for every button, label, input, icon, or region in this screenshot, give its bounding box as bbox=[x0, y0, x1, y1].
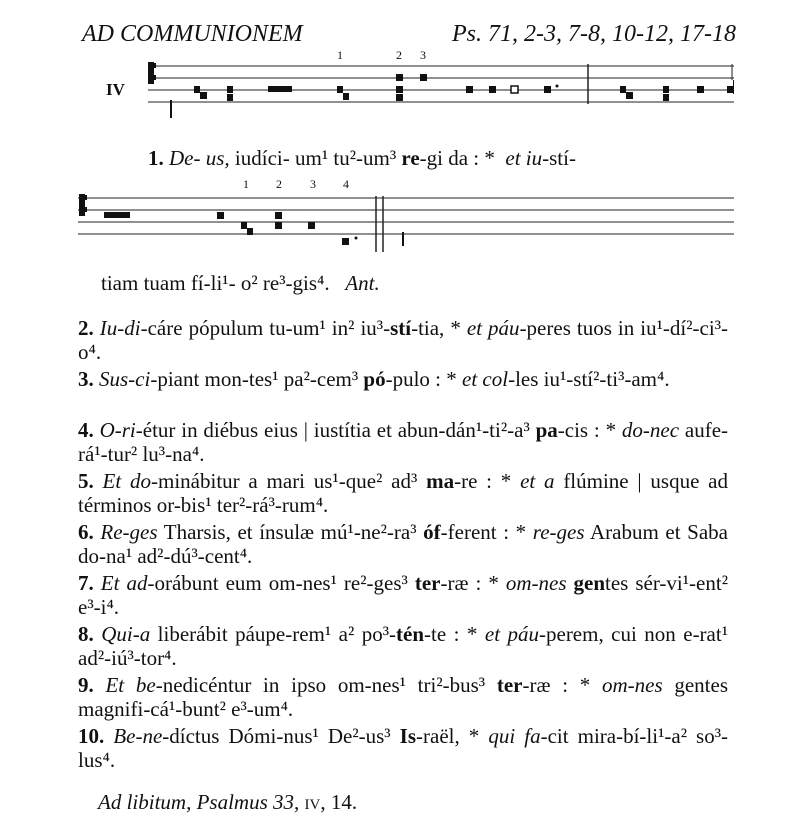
verse-10 bbox=[78, 724, 728, 772]
lyric-text-1: iudíci- um¹ tu²-um³ bbox=[234, 146, 397, 170]
mode-label: IV bbox=[106, 80, 125, 99]
verse-segment: et páu bbox=[477, 622, 539, 646]
verse-segment: -cis : * bbox=[557, 418, 617, 442]
lyric-line-2 bbox=[101, 271, 380, 296]
verse-segment: -les iu¹-stí²-ti³-am⁴. bbox=[508, 367, 670, 391]
verse-segment: tén bbox=[396, 622, 425, 646]
verse-segment: re-ges bbox=[526, 520, 585, 544]
verse-segment: -orábunt eum om-nes¹ re²-ges³ bbox=[147, 571, 415, 595]
footer-note bbox=[98, 790, 357, 815]
verse-segment: Arabum et Saba do-na¹ ad²-dú³-cent⁴. bbox=[78, 520, 729, 568]
verse-number: 4. bbox=[78, 418, 100, 442]
staff-1 bbox=[148, 64, 734, 104]
verse-segment: et a bbox=[511, 469, 555, 493]
verse-5 bbox=[78, 469, 728, 517]
verse-segment: Et be bbox=[105, 673, 156, 697]
verse-4 bbox=[78, 418, 728, 466]
verse-segment: pó bbox=[363, 367, 386, 391]
staff-1-neumes bbox=[170, 74, 734, 118]
verse-segment: Et ad bbox=[100, 571, 148, 595]
lyric-verse-number: 1. bbox=[148, 146, 164, 170]
verse-6 bbox=[78, 520, 728, 568]
verse-segment: -te : * bbox=[424, 622, 478, 646]
verse-segment: -raël, * bbox=[416, 724, 480, 748]
verse-segment: Qui-a bbox=[101, 622, 151, 646]
verse-segment: -pulo : * bbox=[385, 367, 457, 391]
verse-segment: ter bbox=[414, 571, 441, 595]
staff1-number-1: 1 bbox=[337, 48, 343, 62]
verse-segment: flúmine | usque ad términos or-bis¹ ter²-rá³-rum⁴. bbox=[78, 469, 729, 517]
lyric-line-1 bbox=[148, 146, 576, 171]
verse-3 bbox=[78, 367, 728, 391]
psalm-reference: Ps. 71, 2-3, 7-8, 10-12, 17-18 bbox=[452, 21, 736, 47]
verse-number: 9. bbox=[78, 673, 106, 697]
verse-segment: Sus-ci bbox=[99, 367, 151, 391]
verse-number: 3. bbox=[78, 367, 99, 391]
verse-number: 10. bbox=[78, 724, 114, 748]
verse-segment: -ferent : * bbox=[440, 520, 527, 544]
staff1-number-2: 2 bbox=[396, 48, 402, 62]
chant-title: AD COMMUNIONEM bbox=[82, 21, 303, 47]
verse-segment: -tia, * bbox=[411, 316, 461, 340]
verse-segment: liberábit páupe-rem¹ a² po³- bbox=[150, 622, 397, 646]
verse-segment: om-nes bbox=[590, 673, 663, 697]
staff-1-clef bbox=[148, 62, 156, 84]
verse-segment: gen bbox=[573, 571, 606, 595]
staff1-number-3: 3 bbox=[420, 48, 426, 62]
verse-segment: et col bbox=[456, 367, 509, 391]
verse-segment: O-ri bbox=[99, 418, 136, 442]
staff2-number-1: 1 bbox=[243, 177, 249, 191]
verse-segment: Re-ges bbox=[100, 520, 158, 544]
verse-segment: qui fa bbox=[479, 724, 541, 748]
verse-segment: -ræ : * bbox=[522, 673, 591, 697]
verse-segment: -piant mon-tes¹ pa²-cem³ bbox=[150, 367, 364, 391]
verse-segment: Be-ne bbox=[113, 724, 163, 748]
antiphon-marker: Ant. bbox=[345, 271, 380, 295]
verse-segment bbox=[567, 571, 574, 595]
staff-2 bbox=[78, 196, 734, 252]
staff2-number-3: 3 bbox=[310, 177, 316, 191]
verse-number: 8. bbox=[78, 622, 102, 646]
lyric-text-4: tiam tuam fí-li¹- o² re³-gis⁴. bbox=[101, 271, 330, 295]
staff2-number-4: 4 bbox=[343, 177, 349, 191]
verse-number: 5. bbox=[78, 469, 103, 493]
verse-segment: -étur in diébus eius | iustítia et abun-dán¹-ti²-a³ bbox=[135, 418, 536, 442]
verse-segment: aufe-rá¹-tur² lu³-na⁴. bbox=[78, 418, 729, 466]
verse-segment: -re : * bbox=[454, 469, 512, 493]
verse-segment: -peres tuos in iu¹-dí²-ci³-o⁴. bbox=[78, 316, 728, 364]
verse-7 bbox=[78, 571, 728, 619]
verse-segment: -cit mira-bí-li¹-a² so³-lus⁴. bbox=[78, 724, 729, 772]
footer-text-a: Ad libitum, Psalmus 33, bbox=[98, 790, 300, 814]
verse-9 bbox=[78, 673, 728, 721]
lyric-text-2: -gi da : * bbox=[419, 146, 495, 170]
lyric-accent-re: re bbox=[401, 146, 420, 170]
verse-segment: ter bbox=[496, 673, 523, 697]
verse-segment: tes sér-vi¹-ent² e³-i⁴. bbox=[78, 571, 728, 619]
footer-roman: iv bbox=[304, 790, 321, 814]
lyric-incipit-de: De- bbox=[169, 146, 201, 170]
verse-segment: -minábitur a mari us¹-que² ad³ bbox=[151, 469, 427, 493]
verse-segment: om-nes bbox=[498, 571, 567, 595]
verse-number: 2. bbox=[78, 316, 100, 340]
verse-segment: do-nec bbox=[616, 418, 680, 442]
verse-segment: -perem, cui non e-rat¹ ad²-iú³-tor⁴. bbox=[78, 622, 729, 670]
staff-2-clef bbox=[79, 194, 87, 216]
verse-number: 6. bbox=[78, 520, 101, 544]
verse-segment: ma bbox=[426, 469, 455, 493]
verse-segment: stí bbox=[390, 316, 412, 340]
verse-segment: -ræ : * bbox=[440, 571, 499, 595]
footer-text-b: , 14. bbox=[320, 790, 358, 814]
verse-segment: et páu bbox=[460, 316, 520, 340]
verse-number: 7. bbox=[78, 571, 101, 595]
staff2-number-2: 2 bbox=[276, 177, 282, 191]
verse-segment: Is bbox=[399, 724, 417, 748]
verse-segment: gentes magnifi-cá¹-bunt² e³-um⁴. bbox=[78, 673, 729, 721]
verse-8 bbox=[78, 622, 728, 670]
staff-2-neumes bbox=[104, 212, 404, 246]
verse-2 bbox=[78, 316, 728, 364]
verse-segment: Tharsis, et ínsulæ mú¹-ne²-ra³ bbox=[157, 520, 424, 544]
verse-segment: -cáre pópulum tu-um¹ in² iu³- bbox=[140, 316, 391, 340]
verse-segment: Iu-di bbox=[99, 316, 141, 340]
verse-segment: -díctus Dómi-nus¹ De²-us³ bbox=[162, 724, 400, 748]
lyric-incipit-us: us, bbox=[205, 146, 230, 170]
verse-segment: -nedicéntur in ipso om-nes¹ tri²-bus³ bbox=[155, 673, 497, 697]
verse-segment: Et do bbox=[102, 469, 151, 493]
lyric-text-3: -stí- bbox=[542, 146, 576, 170]
verse-segment: óf bbox=[423, 520, 441, 544]
verse-segment: pa bbox=[535, 418, 558, 442]
lyric-incipit-et-iu: et iu bbox=[505, 146, 543, 170]
